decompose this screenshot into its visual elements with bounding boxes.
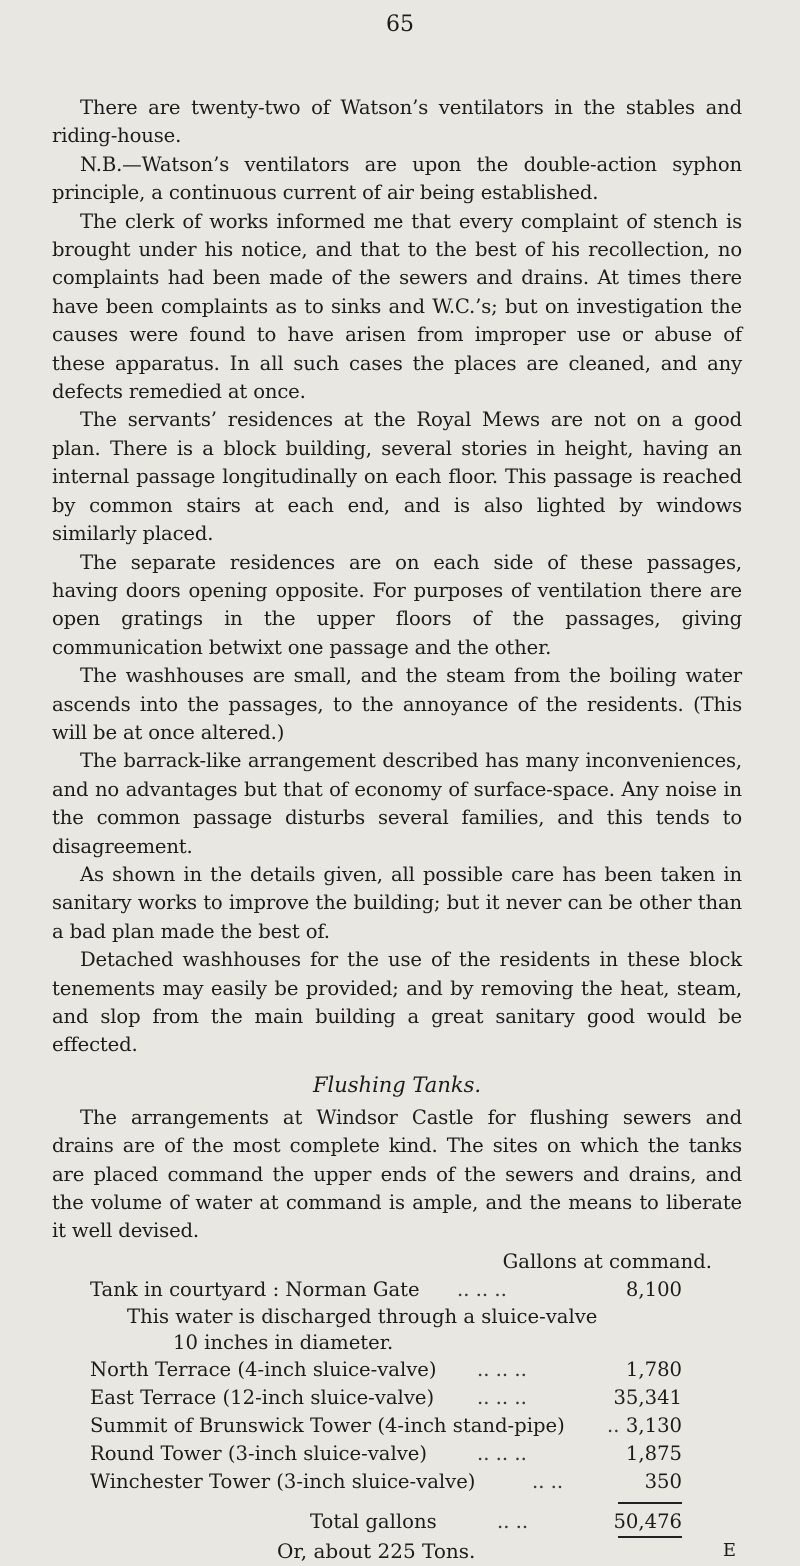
table-note	[52, 1304, 742, 1356]
paragraph: The servants’ residences at the Royal Mews are not on a good plan. There is a block building, several stories in height, having an internal passage longitudinally on each floor. This passage is reached by common stairs at each end, and is also lighted by windows similarly placed.	[52, 408, 742, 546]
paragraph: The barrack-like arrangement described has many inconveniences, and no advantages but that of economy of surface-space. Any noise in the common passage disturbs several families, and this tends to disagreement.	[52, 749, 742, 858]
row-value: 1,780	[625, 1357, 682, 1381]
tons-text: Or, about 225 Tons.	[277, 1538, 476, 1563]
row-value: 3,130	[625, 1413, 682, 1437]
row-value: 35,341	[613, 1385, 682, 1409]
table-row	[52, 1276, 742, 1304]
row-leader: ..	[607, 1413, 620, 1437]
row-label: Round Tower (3-inch sluice-valve)	[90, 1441, 428, 1465]
paragraph: There are twenty-two of Watson’s ventilators in the stables and riding-house.	[52, 96, 742, 148]
total-label: Total gallons	[310, 1509, 437, 1533]
row-value: 8,100	[625, 1277, 682, 1301]
row-label: East Terrace (12-inch sluice-valve)	[90, 1385, 435, 1409]
table-row	[52, 1468, 742, 1496]
row-value: 350	[644, 1469, 682, 1493]
paragraph: The arrangements at Windsor Castle for flushing sewers and drains are of the most complete kind. The sites on which the tanks are placed command the upper ends of the sewers and drains, and the volume of water at command is ample, and the means to liberate it well devised.	[52, 1105, 742, 1243]
paragraph: The separate residences are on each side of these passages, having doors opening opposite. For purposes of ventilation there are open gratings in the upper floors of the passages, giving communication betwixt one passage and the other.	[52, 550, 742, 659]
row-leader: .. .. ..	[457, 1277, 507, 1301]
paragraph: Detached washhouses for the use of the residents in these block tenements may easily be provided; and by removing the heat, steam, and slop from the main building a great sanitary good would be effected.	[52, 948, 742, 1057]
flushing-tanks-table	[52, 1248, 742, 1566]
paragraph: N.B.—Watson’s ventilators are upon the double-action syphon principle, a continuous current of air being established.	[52, 152, 742, 205]
paragraph: The washhouses are small, and the steam from the boiling water ascends into the passages, to the annoyance of the residents. (This will be at once altered.)	[52, 664, 742, 744]
row-value: 1,875	[625, 1441, 682, 1465]
table-row	[52, 1356, 742, 1384]
signature-mark: E	[722, 1539, 736, 1561]
row-leader: .. .. ..	[477, 1357, 527, 1381]
total-row	[52, 1508, 742, 1536]
body-text	[52, 94, 742, 1246]
column-header: Gallons at command.	[502, 1249, 712, 1273]
section-heading: Flushing Tanks.	[312, 1072, 482, 1097]
total-rule	[618, 1536, 682, 1538]
row-leader: .. ..	[532, 1469, 564, 1493]
row-leader: .. .. ..	[477, 1385, 527, 1409]
row-leader: .. .. ..	[477, 1441, 527, 1465]
paragraph: As shown in the details given, all possible care has been taken in sanitary works to improve the building; but it never can be other than a bad plan made the best of.	[52, 862, 742, 943]
sum-rule	[618, 1502, 682, 1504]
table-row	[52, 1384, 742, 1412]
row-label: Tank in courtyard : Norman Gate	[90, 1277, 420, 1301]
page-number: 65	[386, 12, 414, 37]
note-line: 10 inches in diameter.	[173, 1330, 394, 1354]
row-label: North Terrace (4-inch sluice-valve)	[90, 1357, 437, 1381]
row-label: Summit of Brunswick Tower (4-inch stand-pipe)	[90, 1413, 565, 1437]
note-line: This water is discharged through a sluice-valve	[127, 1304, 598, 1328]
paragraph: The clerk of works informed me that every complaint of stench is brought under his notice, and that to the best of his recollection, no complaints had been made of the sewers and drains. At times there have been complaints as to sinks and W.C.’s; but on investigation the causes were found to have arisen from improper use or abuse of these apparatus. In all such cases the places are cleaned, and any defects remedied at once.	[52, 209, 742, 404]
tons-line	[52, 1536, 742, 1566]
row-label: Winchester Tower (3-inch sluice-valve)	[90, 1469, 476, 1493]
table-row	[52, 1412, 742, 1440]
total-leader: .. ..	[497, 1509, 529, 1533]
total-value: 50,476	[613, 1509, 682, 1533]
table-row	[52, 1440, 742, 1468]
